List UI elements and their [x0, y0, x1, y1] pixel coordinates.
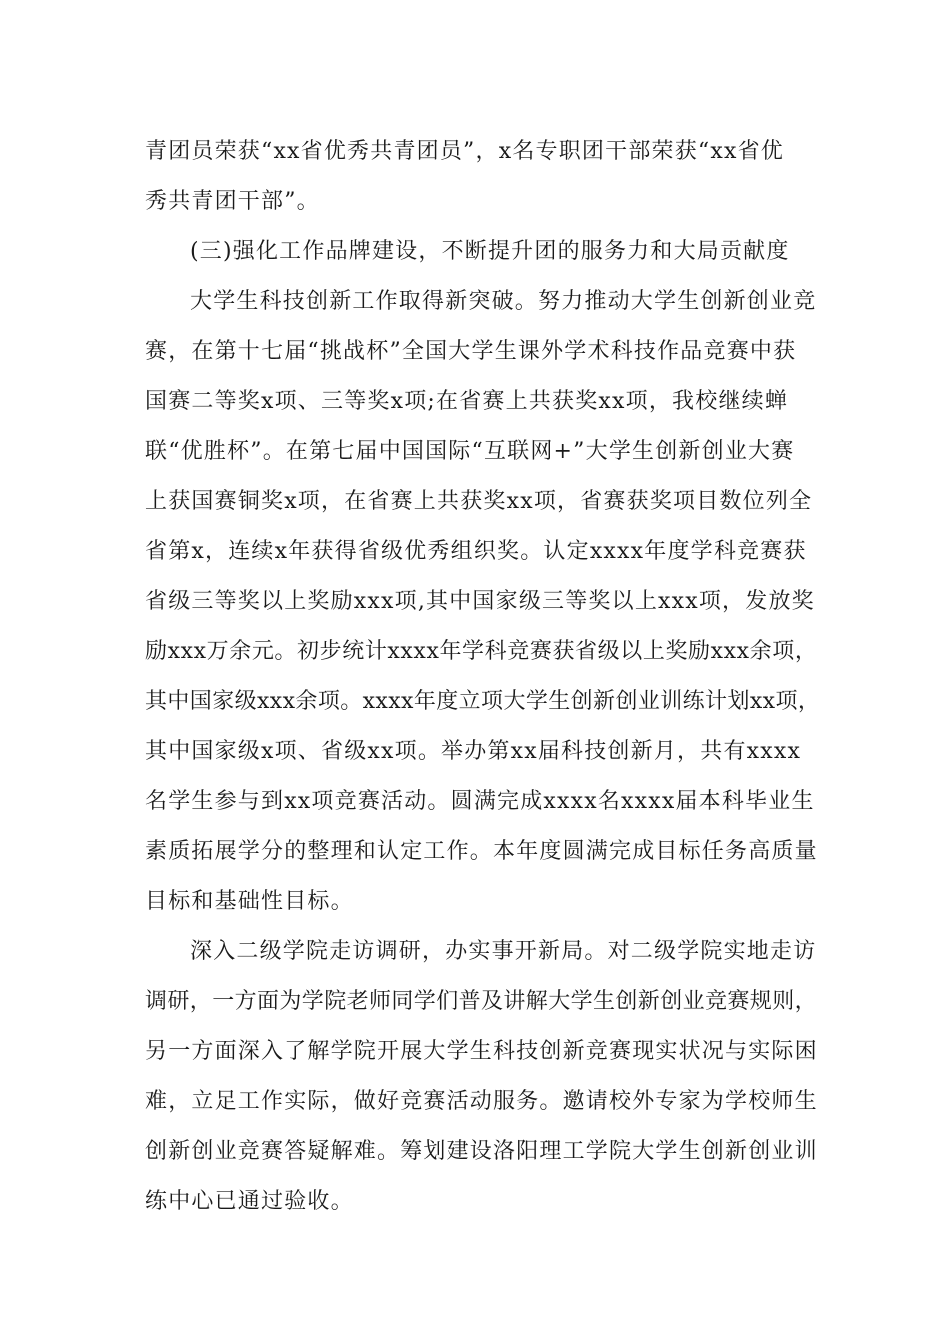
- text-line: 调研，一方面为学院老师同学们普及讲解大学生创新创业竞赛规则，: [145, 989, 818, 1014]
- text-line: 目标和基础性目标。: [145, 889, 354, 914]
- text-line: 励xxx万余元。初步统计xxxx年学科竞赛获省级以上奖励xxx余项，: [145, 639, 818, 664]
- text-line: 其中国家级x项、省级xx项。举办第xx届科技创新月，共有xxxx: [145, 739, 802, 764]
- text-line: 省第x，连续x年获得省级优秀组织奖。认定xxxx年度学科竞赛获: [145, 539, 807, 564]
- paragraph-start: 深入二级学院走访调研，办实事开新局。对二级学院实地走访: [190, 939, 817, 964]
- text-line: 联“优胜杯”。在第七届中国国际“互联网+”大学生创新创业大赛: [145, 439, 795, 464]
- text-line: 其中国家级xxx余项。xxxx年度立项大学生创新创业训练计划xx项，: [145, 689, 821, 714]
- section-heading: (三)强化工作品牌建设，不断提升团的服务力和大局贡献度: [190, 239, 790, 264]
- text-line: 赛，在第十七届“挑战杯”全国大学生课外学术科技作品竞赛中获: [145, 339, 797, 364]
- text-line: 青团员荣获“xx省优秀共青团员”，x名专职团干部荣获“xx省优: [145, 139, 784, 164]
- text-line: 上获国赛铜奖x项，在省赛上共获奖xx项，省赛获奖项目数位列全: [145, 489, 813, 514]
- text-line: 名学生参与到xx项竞赛活动。圆满完成xxxx名xxxx届本科毕业生: [145, 789, 815, 814]
- text-line: 国赛二等奖x项、三等奖x项;在省赛上共获奖xx项，我校继续蝉: [145, 389, 789, 414]
- text-line: 素质拓展学分的整理和认定工作。本年度圆满完成目标任务高质量: [145, 839, 818, 864]
- text-line: 难，立足工作实际，做好竞赛活动服务。邀请校外专家为学校师生: [145, 1089, 818, 1114]
- text-line: 另一方面深入了解学院开展大学生科技创新竞赛现实状况与实际困: [145, 1039, 818, 1064]
- text-line: 创新创业竞赛答疑解难。筹划建设洛阳理工学院大学生创新创业训: [145, 1139, 818, 1164]
- paragraph-start: 大学生科技创新工作取得新突破。努力推动大学生创新创业竞: [190, 289, 817, 314]
- text-line: 秀共青团干部”。: [145, 189, 320, 214]
- text-line: 省级三等奖以上奖励xxx项,其中国家级三等奖以上xxx项，发放奖: [145, 589, 815, 614]
- text-line: 练中心已通过验收。: [145, 1189, 354, 1214]
